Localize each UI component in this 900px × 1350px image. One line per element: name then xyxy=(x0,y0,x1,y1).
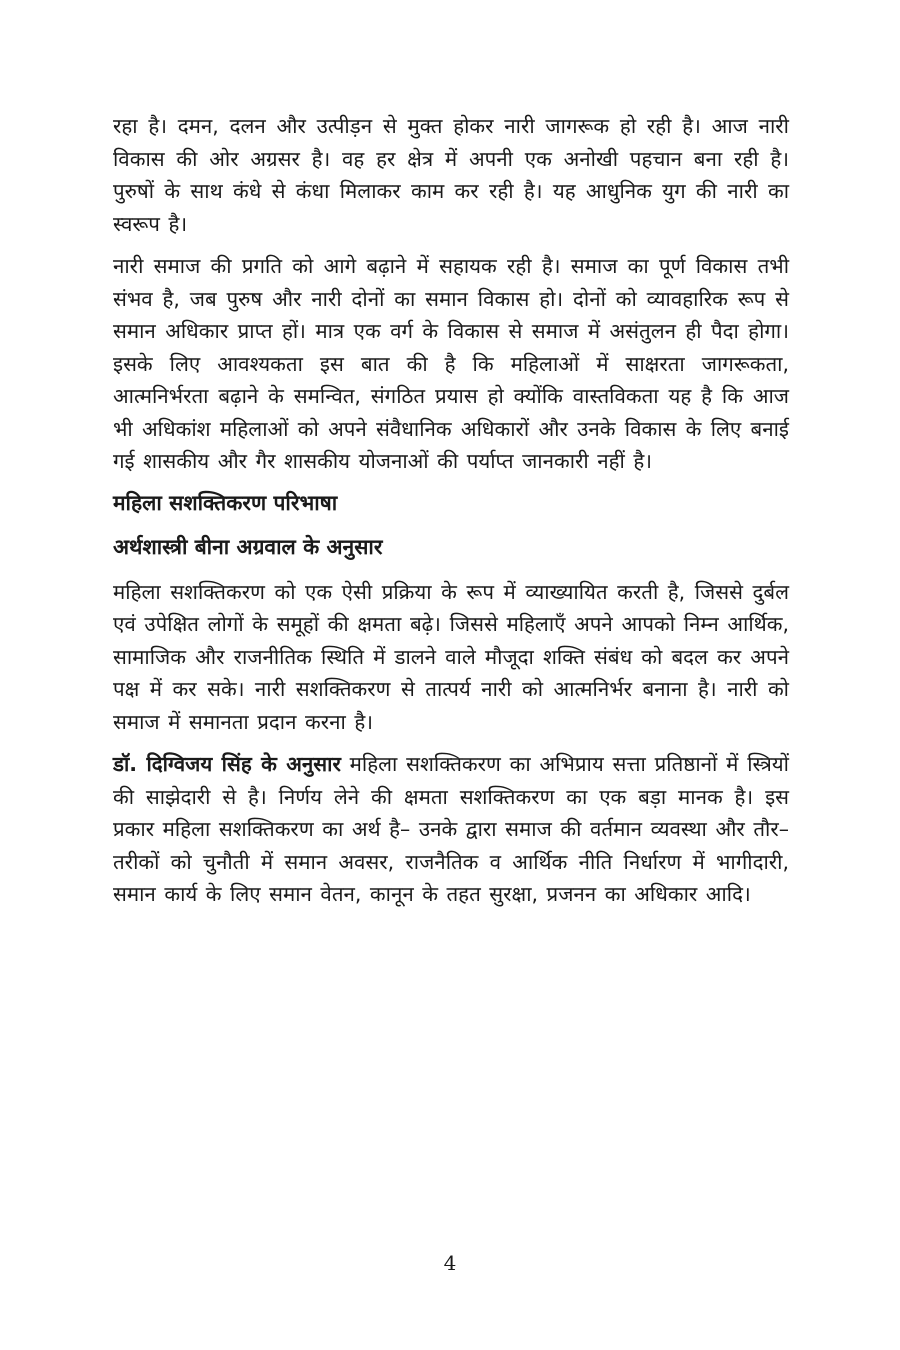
paragraph-4-body: महिला सशक्तिकरण का अभिप्राय सत्ता प्रतिष्ठानों में स्त्रियों की साझेदारी से है। निर्णय लेने की क्षमता सशक्तिकरण का एक बड़ा मानक है। इस प्रकार महिला सशक्तिकरण का अर्थ है– उनके द्वारा समाज की वर्तमान व्यवस्था और तौर–तरीकों को चुनौती में समान अवसर, राजनैतिक व आर्थिक नीति निर्धारण में भागीदारी, समान कार्य के लिए समान वेतन, कानून के तहत सुरक्षा, प्रजनन का अधिकार आदि। xyxy=(113,752,789,906)
paragraph-1: रहा है। दमन, दलन और उत्पीड़न से मुक्त होकर नारी जागरूक हो रही है। आज नारी विकास की ओर अग्रसर है। वह हर क्षेत्र में अपनी एक अनोखी पहचान बना रही है। पुरुषों के साथ कंधे से कंधा मिलाकर काम कर रही है। यह आधुनिक युग की नारी का स्वरूप है। xyxy=(113,114,789,236)
paragraph-2: नारी समाज की प्रगति को आगे बढ़ाने में सहायक रही है। समाज का पूर्ण विकास तभी संभव है, जब पुरुष और नारी दोनों का समान विकास हो। दोनों को व्यावहारिक रूप से समान अधिकार प्राप्त हों। मात्र एक वर्ग के विकास से समाज में असंतुलन ही पैदा होगा। इसके लिए आवश्यकता इस बात की है कि महिलाओं में साक्षरता जागरूकता, आत्मनिर्भरता बढ़ाने के समन्वित, संगठित प्रयास हो क्योंकि वास्तविकता यह है कि आज भी अधिकांश महिलाओं को अपने संवैधानिक अधिकारों और उनके विकास के लिए बनाई गई शासकीय और गैर शासकीय योजनाओं की पर्याप्त जानकारी नहीं है। xyxy=(113,254,789,473)
section-heading: महिला सशक्तिकरण परिभाषा xyxy=(113,490,338,515)
paragraph-3: महिला सशक्तिकरण को एक ऐसी प्रक्रिया के रूप में व्याख्यायित करती है, जिससे दुर्बल एवं उपेक्षित लोगों के समूहों की क्षमता बढ़े। जिससे महिलाएँ अपने आपको निम्न आर्थिक, सामाजिक और राजनीतिक स्थिति में डालने वाले मौजूदा शक्ति संबंध को बदल कर अपने पक्ष में कर सके। नारी सशक्तिकरण से तात्पर्य नारी को आत्मनिर्भर बनाना है। नारी को समाज में समानता प्रदान करना है। xyxy=(113,579,789,734)
paragraph-4 xyxy=(113,748,789,911)
page-content xyxy=(113,110,789,921)
sub-heading: अर्थशास्त्री बीना अग्रवाल के अनुसार xyxy=(113,534,383,559)
paragraph-4-lead: डॉ. दिग्विजय सिंह के अनुसार xyxy=(113,752,341,776)
page-number: 4 xyxy=(443,1251,457,1275)
